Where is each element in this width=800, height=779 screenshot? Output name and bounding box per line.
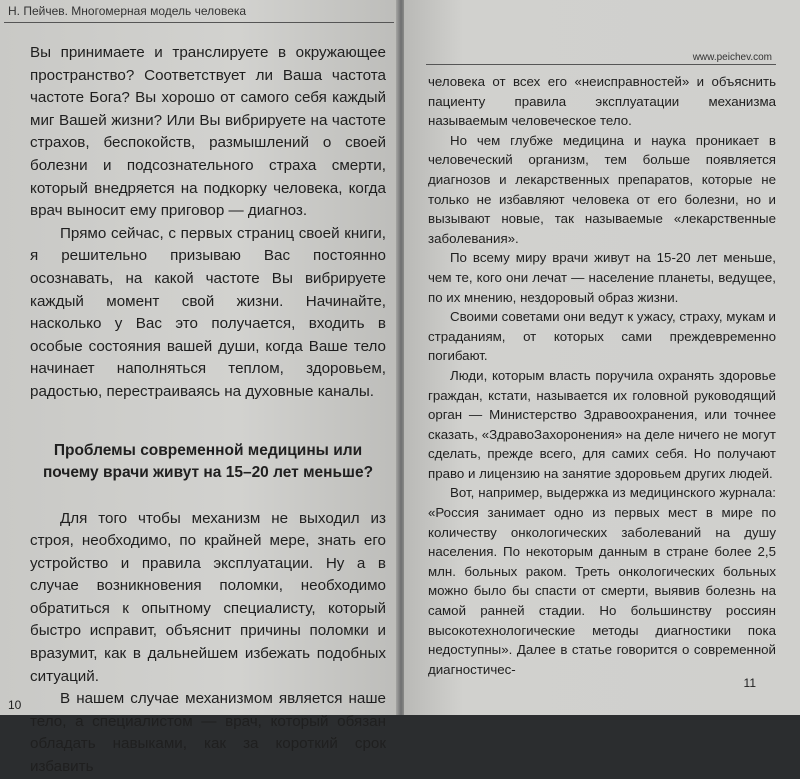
right-page — [404, 0, 800, 715]
paragraph: Вот, например, выдержка из медицинского журнала: «Россия занимает одно из первых мест в мире по количеству онкологических заболеваний на душу населения. По некоторым данным в стране более 2,5 млн. больных раком. Треть онкологических больных можно было бы спасти от смерти, выявив болезнь на самой ранней стадии. Но большинству россиян высокотехнологические методы диагностики пока недоступны». Далее в статье говорится о современной диагностичес- — [428, 485, 776, 677]
paragraph: Своими советами они ведут к ужасу, страху, мукам и страданиям, от которых сами преждевременно погибают. — [428, 309, 776, 364]
header-rule — [426, 64, 776, 65]
paragraph: Вы принимаете и транслируете в окружающее пространство? Соответствует ли Ваша частота частоте Бога? Вы хорошо от самого себя каждый миг Вашей жизни? Или Вы вибрируете на частоте страхов, беспокойств, размышлений о своей болезни и подсознательного страха смерти, который внедряется на подкорку человека, когда врач выносит ему приговор — диагноз. — [30, 44, 386, 220]
paragraph: По всему миру врачи живут на 15-20 лет меньше, чем те, кого они лечат — население планеты, ведущее, по их мнению, нездоровый образ жизни. — [428, 250, 776, 305]
paragraph: Люди, которым власть поручила охранять здоровье граждан, кстати, называется их головной руководящий орган — Министерство Здравоохранения, или точнее сказать, «ЗдравоЗахоронения» на деле ничего не могут сделать, прежде всего, для самих себя. Но получают право и лицензию на занятие здоровьем других людей. — [428, 367, 776, 481]
section-heading: Проблемы современной медицины или почему врачи живут на 15–20 лет меньше? — [42, 441, 374, 481]
page-number: 10 — [8, 698, 22, 712]
page-number: 11 — [743, 676, 756, 690]
paragraph: В нашем случае механизмом является наше тело, а специалистом — врач, который обязан обладать навыками, как за короткий срок избавить — [30, 690, 386, 776]
header-rule — [4, 22, 394, 23]
running-header: Н. Пейчев. Многомерная модель человека — [8, 4, 247, 18]
paragraph: Но чем глубже медицина и наука проникает в человеческий организм, тем больше появляется диагнозов и лекарственных препаратов, которые не только не избавляют человека от его болезни, но и вызывают новые, так называемые «лекарственные заболевания». — [428, 132, 776, 246]
paragraph: Для того чтобы механизм не выходил из строя, необходимо, по крайней мере, знать его устройство и правила эксплуатации. Ну а в случае возникновения поломки, необходимо обратиться к опытному специалисту, который быстро исправит, объяснит причины поломки и вразумит, как в дальнейшем избежать подобных ситуаций. — [30, 509, 386, 685]
paragraph: человека от всех его «неисправностей» и объяснить пациенту правила эксплуатации механизма называемым человеческое тело. — [428, 74, 776, 129]
paragraph: Прямо сейчас, с первых страниц своей книги, я решительно призываю Вас постоянно осознавать, на какой частоте Вы вибрируете каждый момент свой жизни. Начинайте, насколько у Вас это получается, входить в особые состояния вашей души, когда Ваше тело начинает наполняться теплом, здоровьем, радостью, перестраиваясь на духовные каналы. — [30, 224, 386, 400]
website-header: www.peichev.com — [692, 52, 772, 63]
left-page — [0, 0, 398, 776]
right-text-column — [428, 72, 776, 679]
left-text-column — [30, 42, 386, 779]
